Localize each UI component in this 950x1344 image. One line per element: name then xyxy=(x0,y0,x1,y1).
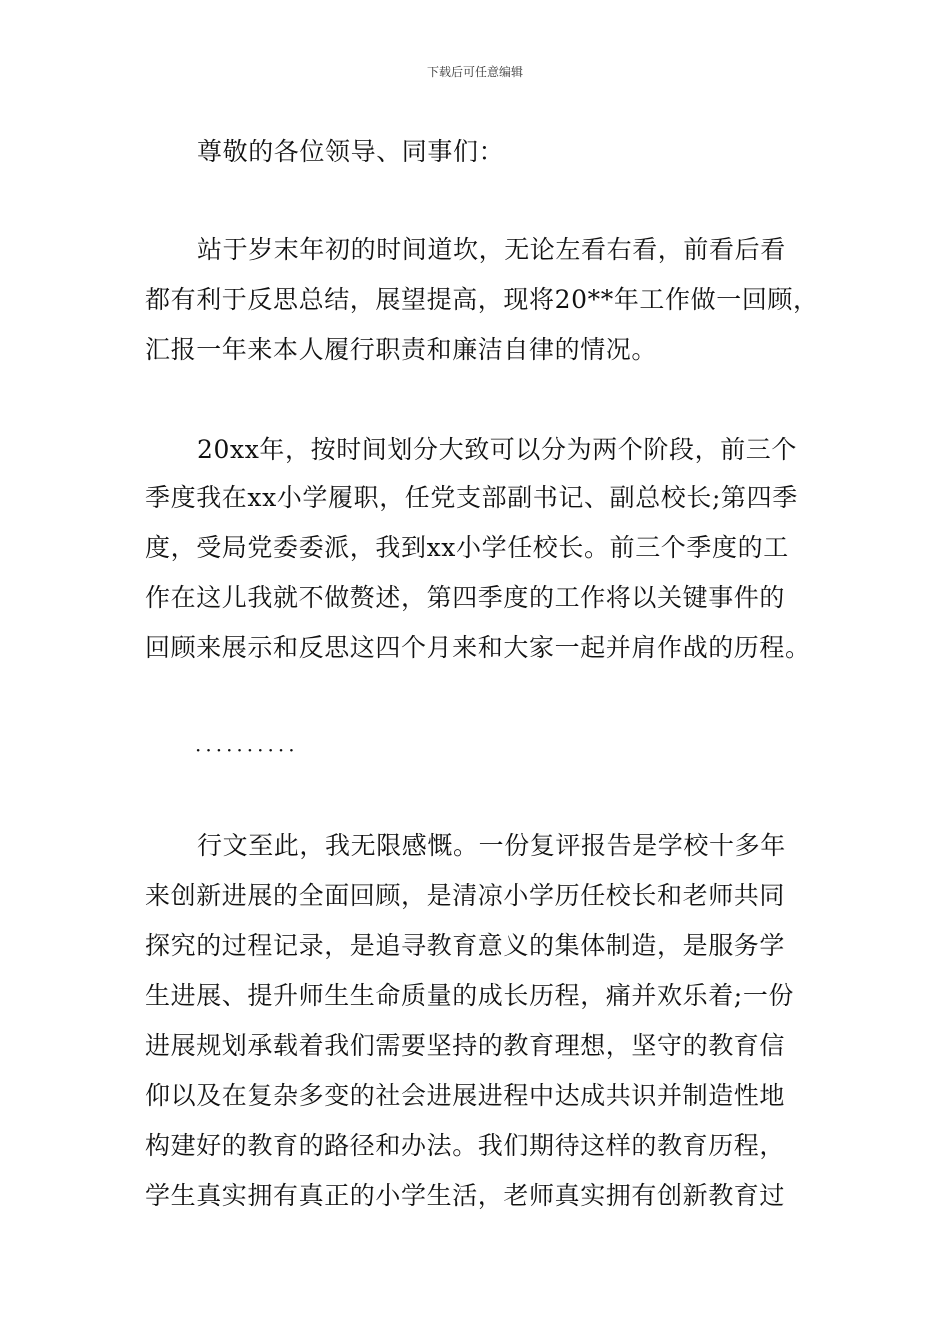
paragraph-3-line-7: 构建好的教育的路径和办法。我们期待这样的教育历程， xyxy=(145,1131,786,1160)
paragraph-3-line-4: 生进展、提升师生生命质量的成长历程，痛并欢乐着;一份 xyxy=(145,981,795,1010)
paragraph-3-line-2: 来创新进展的全面回顾，是清凉小学历任校长和老师共同 xyxy=(145,881,786,910)
paragraph-3-line-5: 进展规划承载着我们需要坚持的教育理想，坚守的教育信 xyxy=(145,1031,786,1060)
paragraph-1-line-1: 站于岁末年初的时间道坎，无论左看右看，前看后看 xyxy=(197,235,786,264)
paragraph-3-line-3: 探究的过程记录，是追寻教育意义的集体制造，是服务学 xyxy=(145,931,786,960)
page-header: 下载后可任意编辑 xyxy=(426,65,523,79)
salutation: 尊敬的各位领导、同事们： xyxy=(197,137,505,166)
paragraph-1-line-2: 都有利于反思总结，展望提高，现将20**年工作做一回顾， xyxy=(145,285,819,314)
paragraph-3-line-8: 学生真实拥有真正的小学生活，老师真实拥有创新教育过 xyxy=(145,1181,786,1210)
paragraph-3-line-6: 仰以及在复杂多变的社会进展进程中达成共识并制造性地 xyxy=(145,1081,786,1110)
paragraph-2-line-2: 季度我在xx小学履职，任党支部副书记、副总校长;第四季 xyxy=(145,483,798,512)
paragraph-2-line-5: 回顾来展示和反思这四个月来和大家一起并肩作战的历程。 xyxy=(145,633,811,662)
paragraph-3-line-1: 行文至此，我无限感慨。一份复评报告是学校十多年 xyxy=(197,831,786,860)
ellipsis-separator: ·········· xyxy=(195,738,299,762)
paragraph-2-line-1: 20xx年，按时间划分大致可以分为两个阶段，前三个 xyxy=(197,435,798,464)
paragraph-2-line-3: 度，受局党委委派，我到xx小学任校长。前三个季度的工 xyxy=(145,533,789,562)
paragraph-2-line-4: 作在这儿我就不做赘述，第四季度的工作将以关键事件的 xyxy=(145,583,786,612)
paragraph-1-line-3: 汇报一年来本人履行职责和廉洁自律的情况。 xyxy=(145,335,658,364)
